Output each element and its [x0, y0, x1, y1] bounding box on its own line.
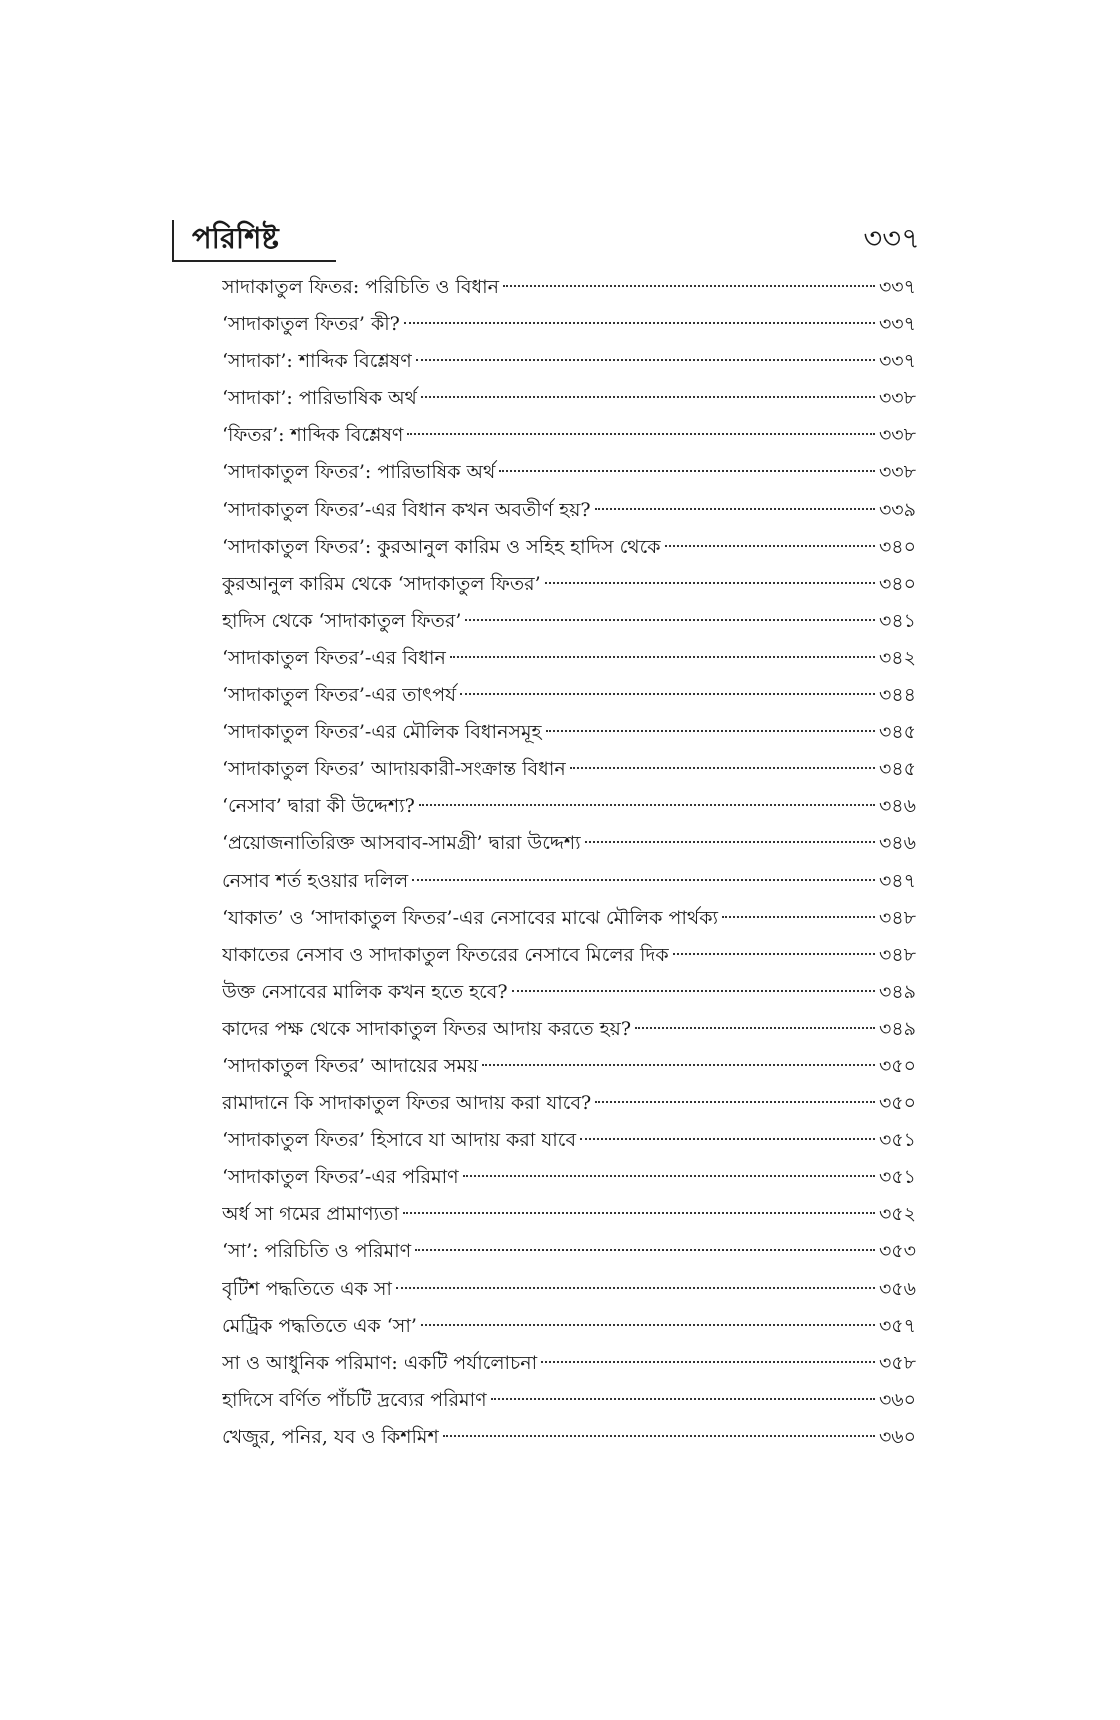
toc-entry-title: ‘সাদাকাতুল ফিতর’: পারিভাষিক অর্থ — [222, 461, 496, 484]
toc-entry-page: ৩৪৯ — [878, 1017, 916, 1040]
toc-entry — [222, 1196, 916, 1233]
toc-entry — [222, 603, 916, 640]
toc-entry-page: ৩৪৮ — [878, 906, 916, 929]
toc-entry-page: ৩৪১ — [878, 609, 916, 632]
toc-entry — [222, 677, 916, 714]
toc-dot-leader — [595, 508, 875, 510]
toc-entry — [222, 1011, 916, 1048]
toc-entry-page: ৩৩৮ — [878, 387, 916, 410]
toc-entry-title: সা ও আধুনিক পরিমাণ: একটি পর্যালোচনা — [222, 1351, 538, 1374]
toc-entry-title: রামাদানে কি সাদাকাতুল ফিতর আদায় করা যাবে? — [222, 1092, 592, 1115]
toc-dot-leader — [415, 1249, 875, 1251]
toc-entry-page: ৩৫২ — [878, 1203, 916, 1226]
toc-entry-title: কুরআনুল কারিম থেকে ‘সাদাকাতুল ফিতর’ — [222, 572, 541, 595]
toc-entry-page: ৩৩৭ — [878, 350, 916, 373]
toc-entry-page: ৩৫৭ — [878, 1314, 916, 1337]
toc-entry-page: ৩৪৯ — [878, 980, 916, 1003]
toc-entry — [222, 751, 916, 788]
toc-entry — [222, 566, 916, 603]
toc-dot-leader — [403, 1212, 875, 1214]
toc-entry-title: উক্ত নেসাবের মালিক কখন হতে হবে? — [222, 980, 508, 1003]
header-underline-rule — [172, 260, 336, 262]
toc-entry-title: মেট্রিক পদ্ধতিতে এক ‘সা’ — [222, 1314, 417, 1337]
toc-entry-title: খেজুর, পনির, যব ও কিশমিশ — [222, 1425, 439, 1448]
toc-entry — [222, 380, 916, 417]
toc-entry-page: ৩৩৯ — [878, 498, 916, 521]
toc-dot-leader — [421, 1324, 875, 1326]
toc-entry-page: ৩৪২ — [878, 646, 916, 669]
toc-dot-leader — [503, 285, 875, 287]
toc-entry-page: ৩৩৮ — [878, 461, 916, 484]
toc-entry — [222, 863, 916, 900]
toc-entry-title: ‘সাদাকাতুল ফিতর’-এর বিধান — [222, 646, 446, 669]
toc-entry — [222, 529, 916, 566]
section-title: পরিশিষ্ট — [192, 221, 279, 255]
toc-dot-leader — [463, 1175, 875, 1177]
toc-entry — [222, 1382, 916, 1419]
toc-entry-page: ৩৪৬ — [878, 832, 916, 855]
toc-entry-title: ‘সাদাকাতুল ফিতর’ আদায়কারী-সংক্রান্ত বিধান — [222, 758, 566, 781]
toc-entry — [222, 1271, 916, 1308]
toc-dot-leader — [673, 953, 875, 955]
toc-dot-leader — [491, 1398, 875, 1400]
toc-entry — [222, 825, 916, 862]
toc-entry — [222, 492, 916, 529]
toc-entry-page: ৩৬০ — [878, 1425, 916, 1448]
toc-entry — [222, 714, 916, 751]
toc-entry-page: ৩৫১ — [878, 1129, 916, 1152]
toc-entry-title: যাকাতের নেসাব ও সাদাকাতুল ফিতরের নেসাবে মিলের দিক — [222, 943, 669, 966]
toc-entry-title: হাদিসে বর্ণিত পাঁচটি দ্রব্যের পরিমাণ — [222, 1388, 487, 1411]
toc-entry-title: ‘সাদাকাতুল ফিতর’ হিসাবে যা আদায় করা যাবে — [222, 1129, 577, 1152]
toc-dot-leader — [541, 1361, 875, 1363]
toc-entry — [222, 1233, 916, 1270]
toc-entry-title: কাদের পক্ষ থেকে সাদাকাতুল ফিতর আদায় করতে হয়? — [222, 1017, 632, 1040]
toc-entry-page: ৩৪৫ — [878, 721, 916, 744]
toc-entry-page: ৩৫০ — [878, 1054, 916, 1077]
toc-dot-leader — [545, 582, 875, 584]
toc-entry-page: ৩৩৭ — [878, 313, 916, 336]
toc-dot-leader — [546, 730, 875, 732]
toc-entry-page: ৩৪৬ — [878, 795, 916, 818]
toc-entry-page: ৩৪০ — [878, 535, 916, 558]
toc-dot-leader — [570, 767, 875, 769]
toc-entry-page: ৩৩৮ — [878, 424, 916, 447]
toc-entry-page: ৩৪৫ — [878, 758, 916, 781]
toc-entry — [222, 1308, 916, 1345]
toc-entry-title: ‘সা’: পরিচিতি ও পরিমাণ — [222, 1240, 412, 1263]
toc-entry-title: ‘সাদাকা’: শাব্দিক বিশ্লেষণ — [222, 350, 412, 373]
toc-entry-page: ৩৫৬ — [878, 1277, 916, 1300]
toc-dot-leader — [404, 322, 875, 324]
toc-dot-leader — [460, 693, 875, 695]
toc-entry — [222, 1419, 916, 1456]
toc-dot-leader — [722, 916, 875, 918]
toc-entry-page: ৩৪৪ — [878, 684, 916, 707]
toc-dot-leader — [595, 1101, 875, 1103]
toc-entry-title: ‘সাদাকাতুল ফিতর’ কী? — [222, 313, 400, 336]
toc-entry-page: ৩৫১ — [878, 1166, 916, 1189]
toc-entry-title: সাদাকাতুল ফিতর: পরিচিতি ও বিধান — [222, 276, 500, 298]
toc-dot-leader — [635, 1027, 875, 1029]
toc-entry-title: ‘সাদাকাতুল ফিতর’-এর পরিমাণ — [222, 1166, 459, 1189]
toc-entry — [222, 1048, 916, 1085]
toc-dot-leader — [396, 1287, 875, 1289]
toc-entry-page: ৩৫০ — [878, 1092, 916, 1115]
toc-entry — [222, 788, 916, 825]
toc-entry-title: ‘নেসাব’ দ্বারা কী উদ্দেশ্য? — [222, 795, 415, 818]
toc-entry-title: অর্ধ সা গমের প্রামাণ্যতা — [222, 1203, 399, 1226]
toc-entry-title: বৃটিশ পদ্ধতিতে এক সা — [222, 1277, 392, 1300]
toc-entry-title: ‘সাদাকা’: পারিভাষিক অর্থ — [222, 387, 417, 410]
toc-entry-title: ‘সাদাকাতুল ফিতর’-এর বিধান কখন অবতীর্ণ হয়? — [222, 498, 591, 521]
toc-dot-leader — [580, 1138, 875, 1140]
toc-entry-page: ৩৫৮ — [878, 1351, 916, 1374]
toc-entry — [222, 937, 916, 974]
toc-dot-leader — [416, 359, 875, 361]
toc-entry — [222, 640, 916, 677]
toc-entry-page: ৩৬০ — [878, 1388, 916, 1411]
page-header — [172, 220, 920, 262]
toc-entry-title: ‘যাকাত’ ও ‘সাদাকাতুল ফিতর’-এর নেসাবের মাঝে মৌলিক পার্থক্য — [222, 906, 718, 929]
toc-entry — [222, 343, 916, 380]
toc-entry — [222, 454, 916, 491]
toc-entry-title: ‘ফিতর’: শাব্দিক বিশ্লেষণ — [222, 424, 404, 447]
toc-entry — [222, 1085, 916, 1122]
toc-entry — [222, 306, 916, 343]
toc-entry-title: ‘প্রয়োজনাতিরিক্ত আসবাব-সামগ্রী’ দ্বারা উদ্দেশ্য — [222, 832, 581, 855]
toc-dot-leader — [419, 804, 875, 806]
toc-dot-leader — [482, 1064, 875, 1066]
toc-dot-leader — [512, 990, 875, 992]
toc-entry-title: নেসাব শর্ত হওয়ার দলিল — [222, 869, 409, 892]
toc-entry-page: ৩৪৭ — [878, 869, 916, 892]
toc-entry-page: ৩৪০ — [878, 572, 916, 595]
toc-dot-leader — [407, 433, 875, 435]
toc-entry-title: ‘সাদাকাতুল ফিতর’-এর মৌলিক বিধানসমূহ — [222, 721, 542, 744]
toc-dot-leader — [465, 619, 875, 621]
toc-entry — [222, 974, 916, 1011]
toc-entry-title: হাদিস থেকে ‘সাদাকাতুল ফিতর’ — [222, 609, 462, 632]
header-vertical-rule — [172, 220, 174, 262]
toc-dot-leader — [499, 470, 875, 472]
toc-dot-leader — [412, 879, 875, 881]
toc-entry — [222, 417, 916, 454]
toc-entry-title: ‘সাদাকাতুল ফিতর’-এর তাৎপর্য — [222, 684, 457, 707]
toc-dot-leader — [665, 545, 875, 547]
toc-entry-title: ‘সাদাকাতুল ফিতর’: কুরআনুল কারিম ও সহিহ হাদিস থেকে — [222, 535, 661, 558]
toc-entry-page: ৩৪৮ — [878, 943, 916, 966]
toc-dot-leader — [421, 396, 875, 398]
toc-entry-page: ৩৫৩ — [878, 1240, 916, 1263]
toc-dot-leader — [450, 656, 875, 658]
page-number: ৩৩৭ — [863, 221, 920, 255]
toc-dot-leader — [443, 1435, 875, 1437]
toc-entry — [222, 1122, 916, 1159]
toc-dot-leader — [585, 841, 875, 843]
toc-entry — [222, 1159, 916, 1196]
toc-entry — [222, 900, 916, 937]
table-of-contents — [222, 269, 916, 1456]
toc-entry-page: ৩৩৭ — [878, 276, 916, 298]
toc-entry-title: ‘সাদাকাতুল ফিতর’ আদায়ের সময় — [222, 1054, 479, 1077]
toc-entry — [222, 1345, 916, 1382]
toc-entry — [222, 269, 916, 306]
